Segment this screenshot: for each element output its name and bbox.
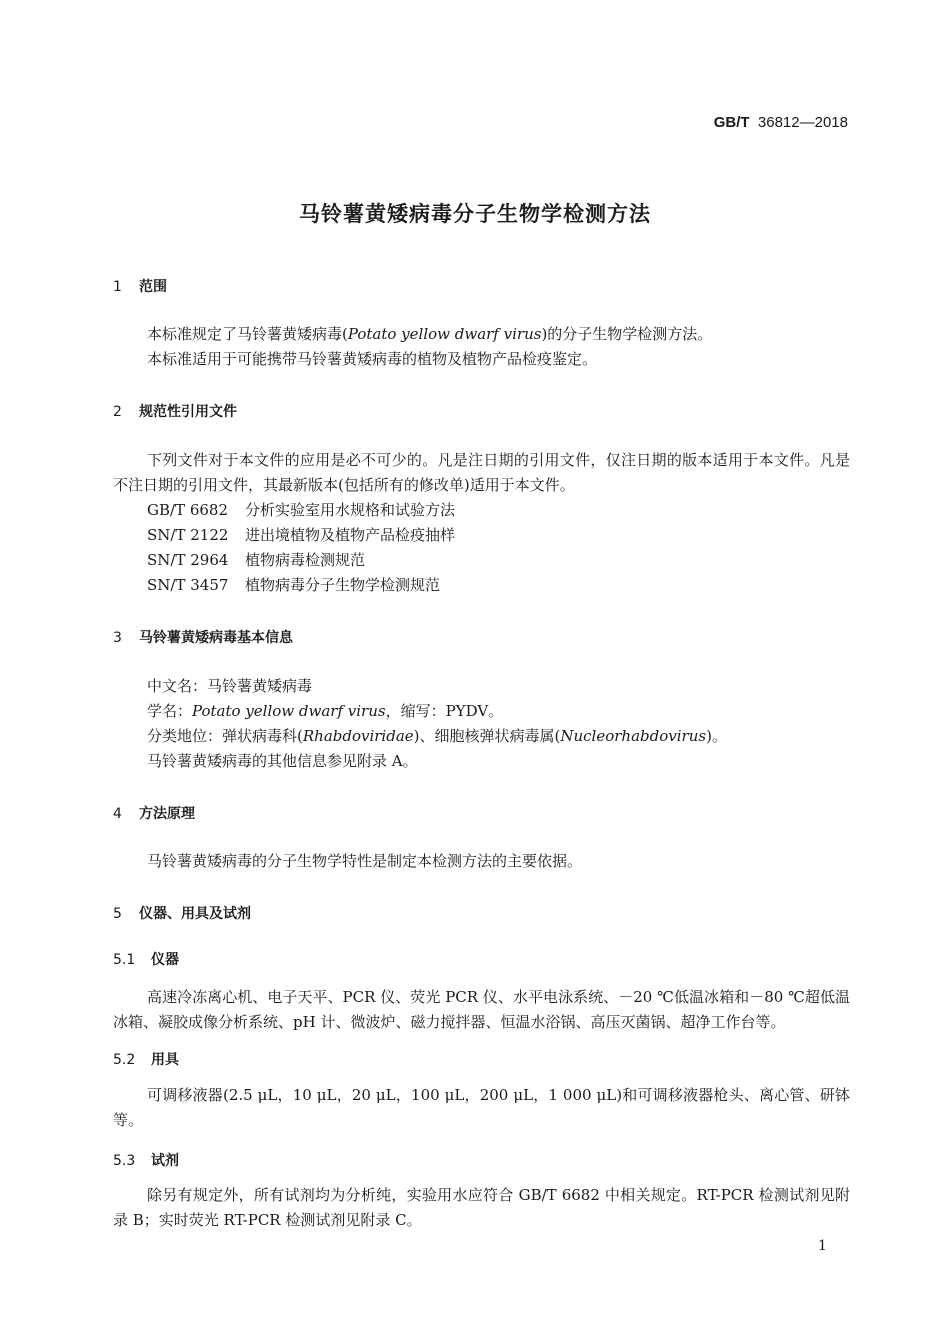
subsection-5-1-text: 高速冷冻离心机、电子天平、PCR 仪、荧光 PCR 仪、水平电泳系统、－20 ℃低温冰箱和－80 ℃超低温冰箱、凝胶成像分析系统、pH 计、微波炉、磁力搅拌器、恒温水浴锅、高压灭菌锅、超净工作台等。 — [113, 988, 850, 1031]
subsection-5-2-heading — [113, 1049, 179, 1069]
text-run: )。 — [706, 727, 727, 745]
section-3-heading — [113, 627, 293, 647]
subsection-5-3-heading — [113, 1150, 179, 1170]
section-number: 1 — [113, 279, 122, 295]
standard-code — [700, 114, 848, 131]
document-title: 马铃薯黄矮病毒分子生物学检测方法 — [299, 202, 651, 226]
section-number: 5 — [113, 906, 122, 922]
scientific-name-line — [147, 699, 503, 724]
subsection-number: 5.1 — [113, 952, 136, 968]
reference-title: 植物病毒分子生物学检测规范 — [245, 576, 441, 594]
italic-virus-name: Potato yellow dwarf virus — [192, 702, 386, 720]
other-info-line: 马铃薯黄矮病毒的其他信息参见附录 A。 — [147, 752, 418, 770]
subsection-5-2-text: 可调移液器(2.5 μL，10 μL，20 μL，100 μL，200 μL，1 000 μL)和可调移液器枪头、离心管、研钵等。 — [113, 1086, 850, 1129]
reference-code: SN/T 2122 — [147, 526, 229, 544]
text-run: 本标准规定了马铃薯黄矮病毒( — [147, 325, 348, 343]
text-run: )、细胞核弹状病毒属( — [413, 727, 561, 745]
section-2-heading — [113, 401, 237, 421]
section-5-heading — [113, 903, 251, 923]
italic-family-name: Rhabdoviridae — [302, 727, 414, 745]
text-run: ，缩写：PYDV。 — [385, 702, 504, 720]
standard-code-number: 36812—2018 — [757, 114, 848, 131]
section-title: 方法原理 — [139, 806, 195, 822]
text-run: )的分子生物学检测方法。 — [541, 325, 713, 343]
section-title: 范围 — [139, 279, 167, 295]
section-4-paragraph: 马铃薯黄矮病毒的分子生物学特性是制定本检测方法的主要依据。 — [147, 852, 583, 870]
section-number: 4 — [113, 806, 122, 822]
reference-item — [147, 498, 455, 523]
subsection-title: 用具 — [151, 1052, 179, 1068]
subsection-5-3-text: 除另有规定外，所有试剂均为分析纯，实验用水应符合 GB/T 6682 中相关规定。RT-PCR 检测试剂见附录 B；实时荧光 RT-PCR 检测试剂见附录 C。 — [113, 1186, 850, 1229]
subsection-title: 试剂 — [151, 1153, 179, 1169]
italic-virus-name: Potato yellow dwarf virus — [347, 325, 542, 343]
section-1-paragraph-1 — [147, 322, 712, 347]
section-title: 仪器、用具及试剂 — [139, 906, 251, 922]
standard-code-prefix: GB/T — [713, 114, 750, 131]
section-number: 2 — [113, 404, 122, 420]
reference-title: 植物病毒检测规范 — [245, 551, 366, 569]
section-4-heading — [113, 803, 195, 823]
section-2-intro: 下列文件对于本文件的应用是必不可少的。凡是注日期的引用文件，仅注日期的版本适用于本文件。凡是不注日期的引用文件，其最新版本(包括所有的修改单)适用于本文件。 — [113, 451, 850, 494]
subsection-title: 仪器 — [151, 952, 179, 968]
reference-item — [147, 548, 365, 573]
reference-code: GB/T 6682 — [147, 501, 229, 519]
section-1-heading — [113, 276, 167, 296]
italic-genus-name: Nucleorhabdovirus — [560, 727, 707, 745]
reference-code: SN/T 3457 — [147, 576, 229, 594]
subsection-number: 5.2 — [113, 1052, 136, 1068]
section-title: 规范性引用文件 — [139, 404, 237, 420]
section-1-paragraph-2: 本标准适用于可能携带马铃薯黄矮病毒的植物及植物产品检疫鉴定。 — [147, 350, 598, 368]
taxonomy-line — [147, 724, 727, 749]
reference-item — [147, 523, 455, 548]
section-number: 3 — [113, 630, 122, 646]
text-run: 学名： — [147, 702, 193, 720]
reference-item — [147, 573, 440, 598]
page-number: 1 — [818, 1238, 827, 1254]
subsection-5-1-heading — [113, 949, 179, 969]
reference-title: 分析实验室用水规格和试验方法 — [245, 501, 456, 519]
reference-title: 进出境植物及植物产品检疫抽样 — [245, 526, 456, 544]
subsection-number: 5.3 — [113, 1153, 136, 1169]
reference-code: SN/T 2964 — [147, 551, 229, 569]
text-run: 分类地位：弹状病毒科( — [147, 727, 303, 745]
chinese-name-line: 中文名：马铃薯黄矮病毒 — [147, 677, 313, 695]
section-title: 马铃薯黄矮病毒基本信息 — [139, 630, 293, 646]
